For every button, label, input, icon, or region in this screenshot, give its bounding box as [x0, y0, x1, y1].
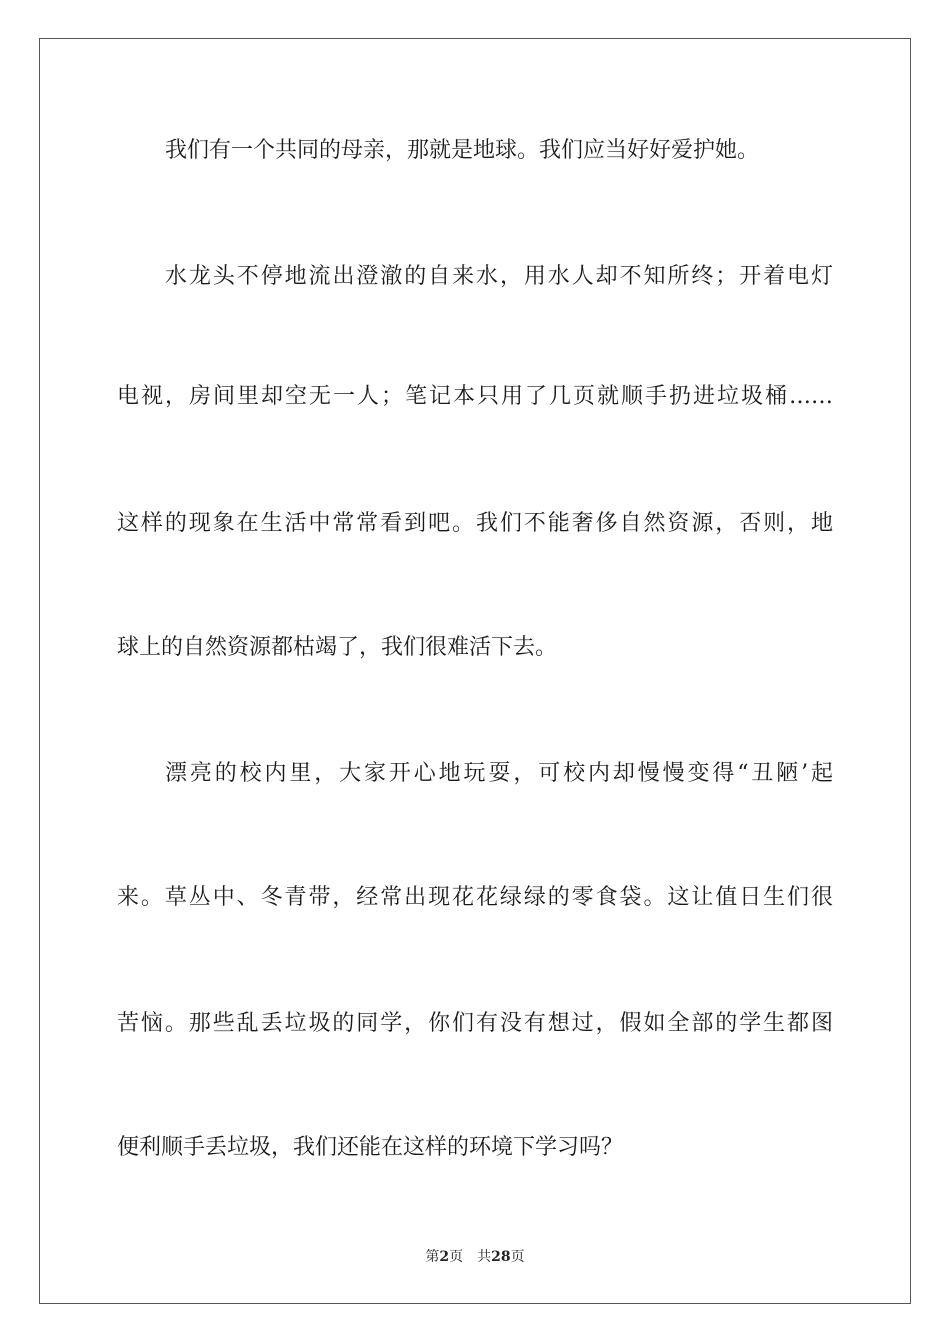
paragraph-1-line-1: 我们有一个共同的母亲，那就是地球。我们应当好好爱护她。: [165, 138, 760, 163]
paragraph-2-line-2: 电视，房间里却空无一人；笔记本只用了几页就顺手扔进垃圾桶……: [117, 384, 833, 409]
paragraph-2-line-4: 球上的自然资源都枯竭了，我们很难活下去。: [117, 635, 558, 660]
page-border: [39, 38, 911, 1304]
paragraph-2-line-1: 水龙头不停地流出澄澈的自来水，用水人却不知所终；开着电灯: [165, 264, 833, 289]
page-total: 共28页: [477, 1249, 525, 1265]
paragraph-3-line-2: 来。草丛中、冬青带，经常出现花花绿绿的零食袋。这让值日生们很: [117, 885, 833, 910]
page-footer: [0, 1247, 950, 1267]
paragraph-3-line-1: 漂亮的校内里，大家开心地玩耍，可校内却慢慢变得“丑陋’起: [165, 761, 833, 786]
page-number: 第2页: [425, 1249, 464, 1265]
paragraph-3-line-3: 苦恼。那些乱丢垃圾的同学，你们有没有想过，假如全部的学生都图: [117, 1011, 833, 1036]
paragraph-3-line-4: 便利顺手丢垃圾，我们还能在这样的环境下学习吗？: [117, 1135, 624, 1160]
paragraph-2-line-3: 这样的现象在生活中常常看到吧。我们不能奢侈自然资源，否则，地: [117, 511, 833, 536]
